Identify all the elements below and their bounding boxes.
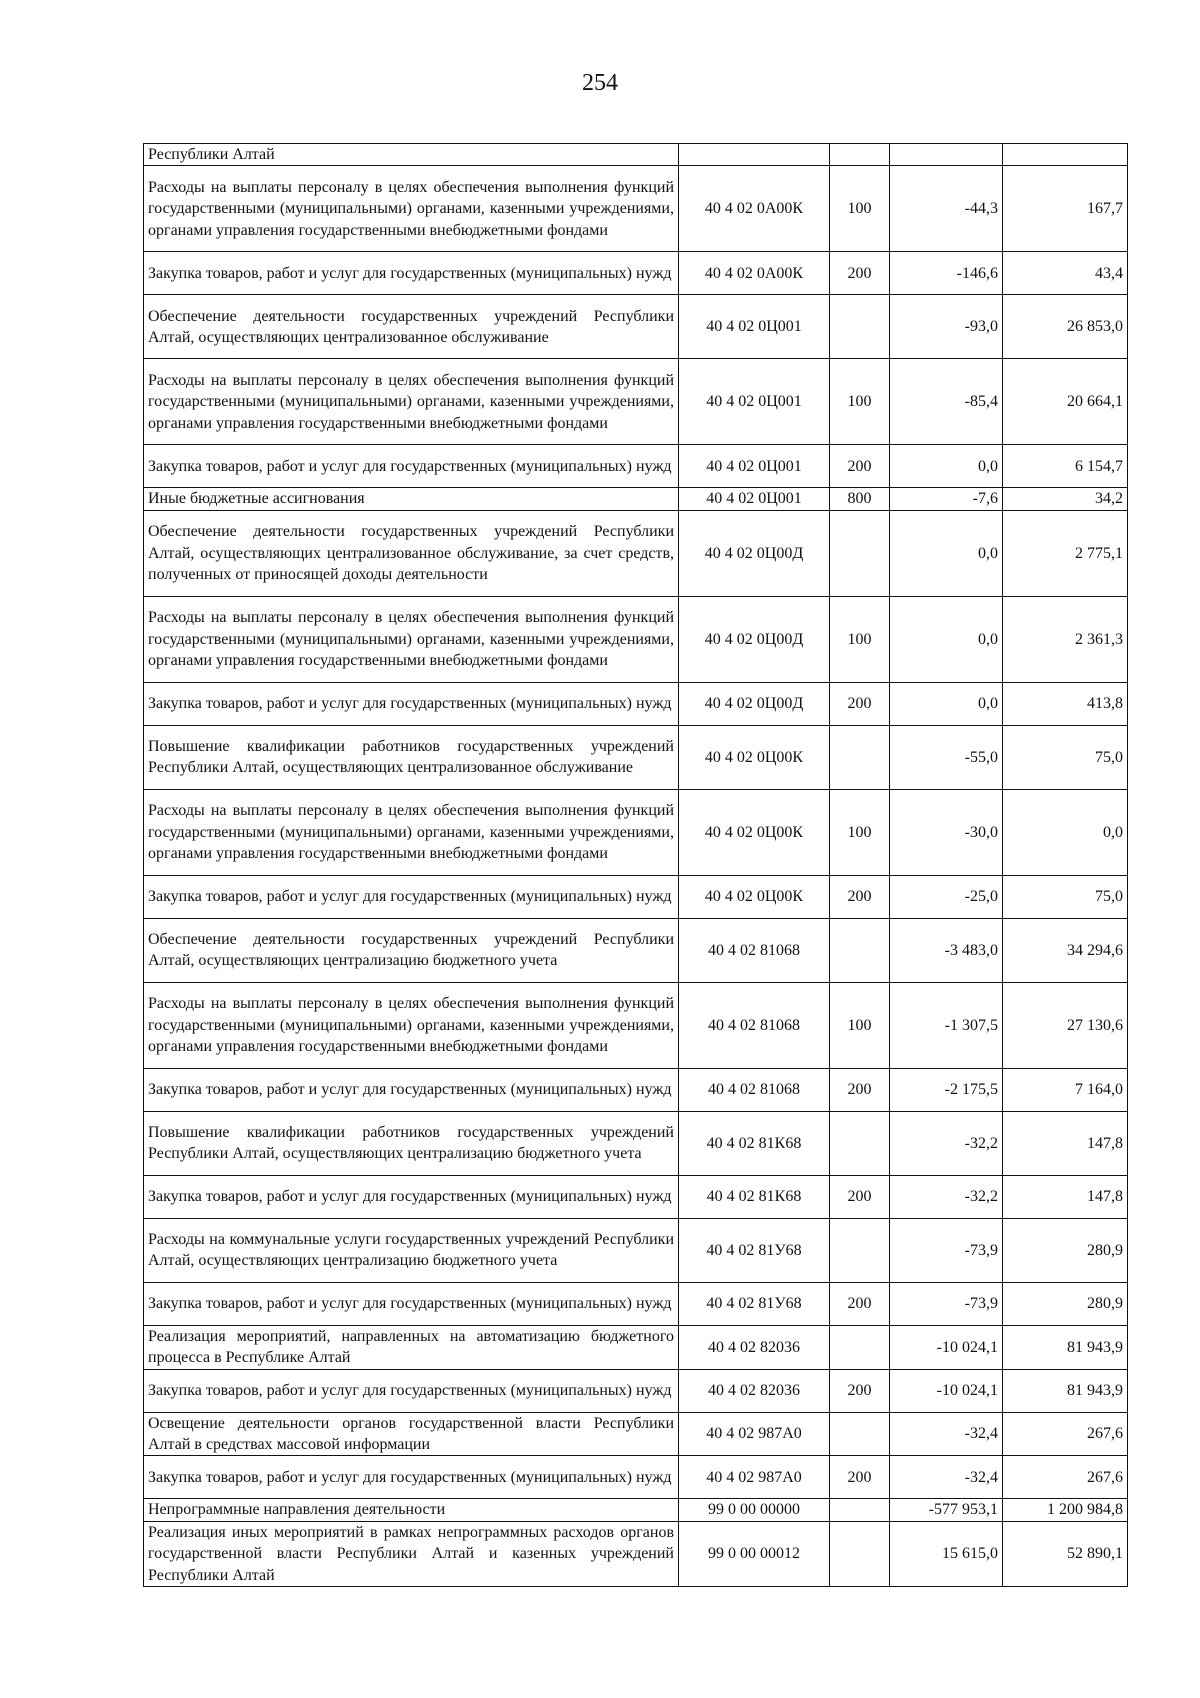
row-expense-type xyxy=(830,1521,890,1586)
row-expense-type: 800 xyxy=(830,488,890,510)
table-row xyxy=(144,488,1128,510)
row-total-amount: 280,9 xyxy=(1003,1282,1128,1325)
table-row xyxy=(144,918,1128,982)
row-target-code: 40 4 02 0Ц001 xyxy=(679,359,830,445)
row-description: Закупка товаров, работ и услуг для государственных (муниципальных) нужд xyxy=(144,1175,679,1218)
row-total-amount: 280,9 xyxy=(1003,1218,1128,1282)
table-row xyxy=(144,875,1128,918)
row-total-amount xyxy=(1003,144,1128,166)
table-row xyxy=(144,1175,1128,1218)
row-description: Республики Алтай xyxy=(144,144,679,166)
row-total-amount: 147,8 xyxy=(1003,1175,1128,1218)
row-expense-type xyxy=(830,510,890,596)
row-change-amount: 0,0 xyxy=(890,510,1003,596)
row-description: Реализация иных мероприятий в рамках непрограммных расходов органов государственной власти Республики Алтай и казенных учреждений Республики Алтай xyxy=(144,1521,679,1586)
row-expense-type xyxy=(830,1325,890,1369)
row-target-code: 40 4 02 0А00К xyxy=(679,166,830,252)
row-expense-type: 200 xyxy=(830,682,890,725)
row-description: Закупка товаров, работ и услуг для государственных (муниципальных) нужд xyxy=(144,1369,679,1412)
row-change-amount: -10 024,1 xyxy=(890,1369,1003,1412)
row-total-amount: 34,2 xyxy=(1003,488,1128,510)
row-expense-type: 100 xyxy=(830,789,890,875)
row-target-code: 40 4 02 0Ц001 xyxy=(679,295,830,359)
row-expense-type: 100 xyxy=(830,596,890,682)
row-description: Закупка товаров, работ и услуг для государственных (муниципальных) нужд xyxy=(144,445,679,488)
table-row xyxy=(144,1412,1128,1456)
row-expense-type: 200 xyxy=(830,1456,890,1499)
row-target-code: 40 4 02 0А00К xyxy=(679,252,830,295)
row-description: Повышение квалификации работников государственных учреждений Республики Алтай, осуществляющих централизованное обслуживание xyxy=(144,725,679,789)
row-change-amount: -577 953,1 xyxy=(890,1499,1003,1521)
row-target-code: 40 4 02 82036 xyxy=(679,1369,830,1412)
table-row xyxy=(144,252,1128,295)
row-total-amount: 2 361,3 xyxy=(1003,596,1128,682)
table-row xyxy=(144,682,1128,725)
row-target-code: 40 4 02 0Ц00Д xyxy=(679,510,830,596)
row-total-amount: 7 164,0 xyxy=(1003,1068,1128,1111)
row-target-code xyxy=(679,144,830,166)
row-target-code: 40 4 02 81068 xyxy=(679,918,830,982)
row-target-code: 40 4 02 987А0 xyxy=(679,1412,830,1456)
row-description: Обеспечение деятельности государственных учреждений Республики Алтай, осуществляющих централизованное обслуживание, за счет средств, полученных от приносящей доходы деятельности xyxy=(144,510,679,596)
row-change-amount: -146,6 xyxy=(890,252,1003,295)
row-target-code: 40 4 02 81К68 xyxy=(679,1175,830,1218)
row-change-amount: -32,2 xyxy=(890,1111,1003,1175)
row-target-code: 40 4 02 81К68 xyxy=(679,1111,830,1175)
table-row xyxy=(144,1499,1128,1521)
row-change-amount: -25,0 xyxy=(890,875,1003,918)
row-description: Расходы на коммунальные услуги государственных учреждений Республики Алтай, осуществляющих централизацию бюджетного учета xyxy=(144,1218,679,1282)
row-total-amount: 267,6 xyxy=(1003,1456,1128,1499)
row-target-code: 40 4 02 0Ц00Д xyxy=(679,596,830,682)
row-total-amount: 81 943,9 xyxy=(1003,1369,1128,1412)
row-description: Реализация мероприятий, направленных на автоматизацию бюджетного процесса в Республике Алтай xyxy=(144,1325,679,1369)
row-change-amount: -7,6 xyxy=(890,488,1003,510)
row-total-amount: 26 853,0 xyxy=(1003,295,1128,359)
row-change-amount: -73,9 xyxy=(890,1282,1003,1325)
row-expense-type xyxy=(830,1218,890,1282)
row-change-amount: -32,4 xyxy=(890,1456,1003,1499)
table-row xyxy=(144,982,1128,1068)
row-change-amount: -3 483,0 xyxy=(890,918,1003,982)
row-description: Иные бюджетные ассигнования xyxy=(144,488,679,510)
row-expense-type xyxy=(830,1499,890,1521)
row-total-amount: 6 154,7 xyxy=(1003,445,1128,488)
row-change-amount: -93,0 xyxy=(890,295,1003,359)
row-total-amount: 34 294,6 xyxy=(1003,918,1128,982)
row-target-code: 40 4 02 0Ц001 xyxy=(679,488,830,510)
row-total-amount: 267,6 xyxy=(1003,1412,1128,1456)
row-description: Закупка товаров, работ и услуг для государственных (муниципальных) нужд xyxy=(144,1456,679,1499)
row-total-amount: 1 200 984,8 xyxy=(1003,1499,1128,1521)
row-target-code: 40 4 02 0Ц00К xyxy=(679,789,830,875)
row-target-code: 40 4 02 81У68 xyxy=(679,1282,830,1325)
row-change-amount: 15 615,0 xyxy=(890,1521,1003,1586)
row-change-amount: -32,4 xyxy=(890,1412,1003,1456)
row-target-code: 40 4 02 987А0 xyxy=(679,1456,830,1499)
row-total-amount: 20 664,1 xyxy=(1003,359,1128,445)
row-expense-type: 200 xyxy=(830,1175,890,1218)
row-expense-type xyxy=(830,144,890,166)
row-target-code: 40 4 02 0Ц001 xyxy=(679,445,830,488)
row-target-code: 40 4 02 81068 xyxy=(679,982,830,1068)
table-row xyxy=(144,359,1128,445)
page-number: 254 xyxy=(582,70,618,96)
table-row xyxy=(144,445,1128,488)
row-target-code: 40 4 02 0Ц00К xyxy=(679,725,830,789)
row-change-amount: -1 307,5 xyxy=(890,982,1003,1068)
row-description: Закупка товаров, работ и услуг для государственных (муниципальных) нужд xyxy=(144,1282,679,1325)
row-expense-type xyxy=(830,918,890,982)
row-change-amount: 0,0 xyxy=(890,445,1003,488)
row-change-amount: 0,0 xyxy=(890,596,1003,682)
table-row xyxy=(144,1521,1128,1586)
row-change-amount: -55,0 xyxy=(890,725,1003,789)
table-row xyxy=(144,1456,1128,1499)
row-expense-type: 100 xyxy=(830,166,890,252)
table-row xyxy=(144,166,1128,252)
table-row xyxy=(144,1218,1128,1282)
row-change-amount: -30,0 xyxy=(890,789,1003,875)
table-row xyxy=(144,596,1128,682)
row-expense-type: 100 xyxy=(830,982,890,1068)
row-expense-type: 200 xyxy=(830,875,890,918)
row-target-code: 40 4 02 0Ц00К xyxy=(679,875,830,918)
row-change-amount: 0,0 xyxy=(890,682,1003,725)
row-change-amount: -44,3 xyxy=(890,166,1003,252)
row-expense-type: 100 xyxy=(830,359,890,445)
row-description: Закупка товаров, работ и услуг для государственных (муниципальных) нужд xyxy=(144,1068,679,1111)
row-expense-type: 200 xyxy=(830,445,890,488)
row-change-amount: -10 024,1 xyxy=(890,1325,1003,1369)
row-total-amount: 75,0 xyxy=(1003,875,1128,918)
table-row xyxy=(144,1369,1128,1412)
row-total-amount: 0,0 xyxy=(1003,789,1128,875)
row-total-amount: 52 890,1 xyxy=(1003,1521,1128,1586)
row-description: Обеспечение деятельности государственных учреждений Республики Алтай, осуществляющих централизованное обслуживание xyxy=(144,295,679,359)
row-total-amount: 43,4 xyxy=(1003,252,1128,295)
row-description: Закупка товаров, работ и услуг для государственных (муниципальных) нужд xyxy=(144,252,679,295)
row-total-amount: 81 943,9 xyxy=(1003,1325,1128,1369)
table-row xyxy=(144,789,1128,875)
row-expense-type: 200 xyxy=(830,1068,890,1111)
row-expense-type: 200 xyxy=(830,1369,890,1412)
row-description: Закупка товаров, работ и услуг для государственных (муниципальных) нужд xyxy=(144,682,679,725)
row-expense-type: 200 xyxy=(830,1282,890,1325)
row-total-amount: 167,7 xyxy=(1003,166,1128,252)
row-total-amount: 75,0 xyxy=(1003,725,1128,789)
table-row xyxy=(144,725,1128,789)
row-description: Повышение квалификации работников государственных учреждений Республики Алтай, осуществляющих централизацию бюджетного учета xyxy=(144,1111,679,1175)
row-expense-type xyxy=(830,1111,890,1175)
row-total-amount: 147,8 xyxy=(1003,1111,1128,1175)
row-total-amount: 413,8 xyxy=(1003,682,1128,725)
row-description: Освещение деятельности органов государственной власти Республики Алтай в средствах массовой информации xyxy=(144,1412,679,1456)
row-change-amount: -85,4 xyxy=(890,359,1003,445)
table-row xyxy=(144,1325,1128,1369)
row-description: Обеспечение деятельности государственных учреждений Республики Алтай, осуществляющих централизацию бюджетного учета xyxy=(144,918,679,982)
budget-table xyxy=(143,143,1128,1587)
row-expense-type: 200 xyxy=(830,252,890,295)
row-description: Расходы на выплаты персоналу в целях обеспечения выполнения функций государственными (муниципальными) органами, казенными учреждениями, органами управления государственными внебюджетными фондами xyxy=(144,982,679,1068)
row-change-amount: -2 175,5 xyxy=(890,1068,1003,1111)
table-row xyxy=(144,295,1128,359)
row-change-amount xyxy=(890,144,1003,166)
row-description: Расходы на выплаты персоналу в целях обеспечения выполнения функций государственными (муниципальными) органами, казенными учреждениями, органами управления государственными внебюджетными фондами xyxy=(144,596,679,682)
row-change-amount: -73,9 xyxy=(890,1218,1003,1282)
row-description: Непрограммные направления деятельности xyxy=(144,1499,679,1521)
row-target-code: 40 4 02 81068 xyxy=(679,1068,830,1111)
row-target-code: 99 0 00 00000 xyxy=(679,1499,830,1521)
table-row xyxy=(144,1282,1128,1325)
row-target-code: 40 4 02 0Ц00Д xyxy=(679,682,830,725)
table-row xyxy=(144,144,1128,166)
table-row xyxy=(144,1111,1128,1175)
row-target-code: 40 4 02 81У68 xyxy=(679,1218,830,1282)
row-change-amount: -32,2 xyxy=(890,1175,1003,1218)
row-description: Расходы на выплаты персоналу в целях обеспечения выполнения функций государственными (муниципальными) органами, казенными учреждениями, органами управления государственными внебюджетными фондами xyxy=(144,359,679,445)
row-expense-type xyxy=(830,1412,890,1456)
row-total-amount: 27 130,6 xyxy=(1003,982,1128,1068)
row-expense-type xyxy=(830,295,890,359)
row-description: Закупка товаров, работ и услуг для государственных (муниципальных) нужд xyxy=(144,875,679,918)
table-row xyxy=(144,510,1128,596)
row-description: Расходы на выплаты персоналу в целях обеспечения выполнения функций государственными (муниципальными) органами, казенными учреждениями, органами управления государственными внебюджетными фондами xyxy=(144,789,679,875)
row-target-code: 40 4 02 82036 xyxy=(679,1325,830,1369)
row-description: Расходы на выплаты персоналу в целях обеспечения выполнения функций государственными (муниципальными) органами, казенными учреждениями, органами управления государственными внебюджетными фондами xyxy=(144,166,679,252)
budget-table-body xyxy=(144,144,1128,1587)
table-row xyxy=(144,1068,1128,1111)
row-total-amount: 2 775,1 xyxy=(1003,510,1128,596)
row-target-code: 99 0 00 00012 xyxy=(679,1521,830,1586)
row-expense-type xyxy=(830,725,890,789)
